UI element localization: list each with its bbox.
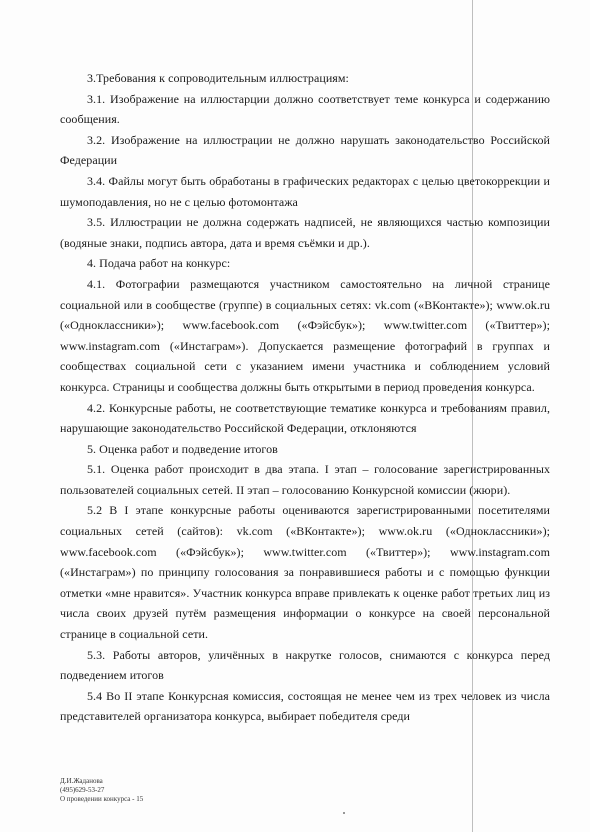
section-3-heading: 3.Требования к сопроводительным иллюстрациям:	[87, 71, 349, 85]
paragraph-5-3: 5.3. Работы авторов, уличённых в накрутке голосов, снимаются с конкурса перед подведением итогов	[60, 647, 550, 683]
paragraph-5-1: 5.1. Оценка работ происходит в два этапа. I этап – голосование зарегистрированных пользователей социальных сетей. II этап – голосованию Конкурсной комиссии (жюри).	[60, 462, 550, 497]
section-4-heading: 4. Подача работ на конкурс:	[87, 256, 231, 271]
scan-speck	[343, 812, 345, 814]
footer-doc-ref: О проведении конкурса - 15	[60, 795, 144, 803]
paragraph-3-5: 3.5. Иллюстрации не должна содержать надписей, не являющихся частью композиции (водяные знаки, подпись автора, дата и время съёмки и др.).	[60, 215, 550, 250]
footer-phone: (495)629-53-27	[60, 786, 105, 794]
document-footer	[60, 777, 143, 804]
paragraph-3-4: 3.4. Файлы могут быть обработаны в графических редакторах с целью цветокоррекции и шумоподавления, но не с целью фотомонтажа	[60, 173, 550, 209]
paragraph-4-1: 4.1. Фотографии размещаются участником самостоятельно на личной странице социальной или в сообществе (группе) в социальных сетях: vk.com («ВКонтакте»); www.ok.ru («Одноклассники»); www.facebook.com («Фэйсбук»); www.twitter.com («Твиттер»); www.instagram.com («Инстаграм»). Допускается размещение фотографий в группах и сообществах социальной сети с указанием имени участника и соблюдением условий конкурса. Страницы и сообщества должны быть открытыми в период проведения конкурса.	[60, 276, 550, 394]
document-body	[60, 68, 550, 727]
paragraph-5-2: 5.2 В I этапе конкурсные работы оцениваются зарегистрированными посетителями социальных сетей (сайтов): vk.com («ВКонтакте»); www.ok.ru («Одноклассники»); www.facebook.com («Фэйсбук»); www.twitter.com («Твиттер»); www.instagram.com («Инстаграм») по принципу голосования за понравившиеся работы и с помощью функции отметки «мне нравится». Участник конкурса вправе привлекать к оценке работ третьих лиц из числа своих друзей путём размещения информации о конкурсе на своей персональной странице в социальной сети.	[60, 503, 550, 642]
paragraph-4-2: 4.2. Конкурсные работы, не соответствующие тематике конкурса и требованиям правил, нарушающие законодательство Российской Федерации, отклоняются	[60, 400, 550, 436]
paragraph-5-4: 5.4 Во II этапе Конкурсная комиссия, состоящая не менее чем из трех человек из числа представителей организатора конкурса, выбирает победителя среди	[60, 688, 550, 724]
footer-author: Д.И.Жаданова	[60, 777, 103, 785]
section-5-heading: 5. Оценка работ и подведение итогов	[87, 441, 278, 456]
paragraph-3-1: 3.1. Изображение на иллюстарции должно соответствует теме конкурса и содержанию сообщения.	[60, 91, 550, 127]
paragraph-3-2: 3.2. Изображение на иллюстрации не должно нарушать законодательство Российской Федерации	[60, 132, 550, 168]
